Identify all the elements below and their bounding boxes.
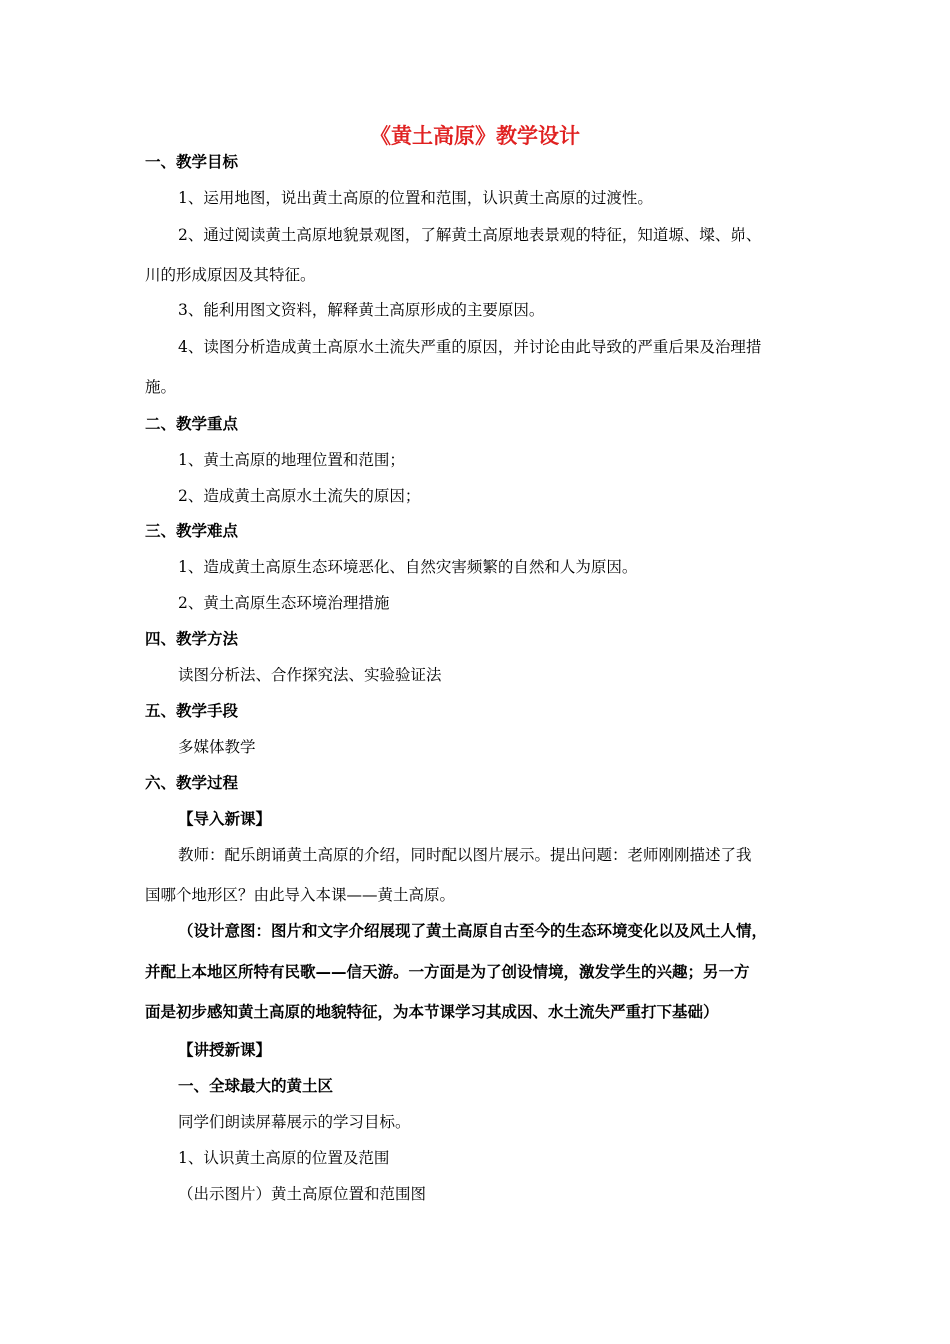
subsection-text-3: （出示图片）黄土高原位置和范围图 — [178, 1185, 427, 1203]
subsection-text-2: 1、认识黄土高原的位置及范围 — [178, 1149, 390, 1167]
objective-4-line-1: 4、读图分析造成黄土高原水土流失严重的原因，并讨论由此导致的严重后果及治理措 — [178, 338, 762, 356]
section-heading-difficulties: 三、教学难点 — [145, 522, 239, 540]
design-intent-line-3: 面是初步感知黄土高原的地貌特征，为本节课学习其成因、水土流失严重打下基础） — [145, 1003, 719, 1021]
design-intent-line-1: （设计意图：图片和文字介绍展现了黄土高原自古至今的生态环境变化以及风土人情， — [178, 922, 768, 940]
key-point-1: 1、黄土高原的地理位置和范围； — [178, 451, 405, 469]
subsection-text-1: 同学们朗读屏幕展示的学习目标。 — [178, 1113, 411, 1131]
intro-paragraph-line-1: 教师：配乐朗诵黄土高原的介绍，同时配以图片展示。提出问题：老师刚刚描述了我 — [178, 846, 752, 864]
section-heading-key-points: 二、教学重点 — [145, 415, 239, 433]
methods-text: 读图分析法、合作探究法、实验验证法 — [178, 666, 442, 684]
design-intent-line-2: 并配上本地区所特有民歌——信天游。一方面是为了创设情境，激发学生的兴趣；另一方 — [145, 963, 750, 981]
objective-2-line-1: 2、通过阅读黄土高原地貌景观图，了解黄土高原地表景观的特征，知道塬、墚、峁、 — [178, 226, 762, 244]
key-point-2: 2、造成黄土高原水土流失的原因； — [178, 487, 421, 505]
section-heading-means: 五、教学手段 — [145, 702, 239, 720]
difficulty-2: 2、黄土高原生态环境治理措施 — [178, 594, 390, 612]
document-title: 《黄土高原》教学设计 — [370, 124, 580, 148]
difficulty-1: 1、造成黄土高原生态环境恶化、自然灾害频繁的自然和人为原因。 — [178, 558, 638, 576]
objective-1: 1、运用地图，说出黄土高原的位置和范围，认识黄土高原的过渡性。 — [178, 189, 653, 207]
subsection-heading-loess-area: 一、全球最大的黄土区 — [178, 1077, 334, 1095]
teach-heading: 【讲授新课】 — [178, 1041, 272, 1059]
means-text: 多媒体教学 — [178, 738, 256, 756]
section-heading-methods: 四、教学方法 — [145, 630, 239, 648]
objective-3: 3、能利用图文资料，解释黄土高原形成的主要原因。 — [178, 301, 545, 319]
intro-paragraph-line-2: 国哪个地形区？由此导入本课——黄土高原。 — [145, 886, 456, 904]
objective-2-line-2: 川的形成原因及其特征。 — [145, 266, 316, 284]
section-heading-process: 六、教学过程 — [145, 774, 239, 792]
section-heading-objectives: 一、教学目标 — [145, 153, 239, 171]
objective-4-line-2: 施。 — [145, 378, 177, 396]
intro-heading: 【导入新课】 — [178, 810, 272, 828]
